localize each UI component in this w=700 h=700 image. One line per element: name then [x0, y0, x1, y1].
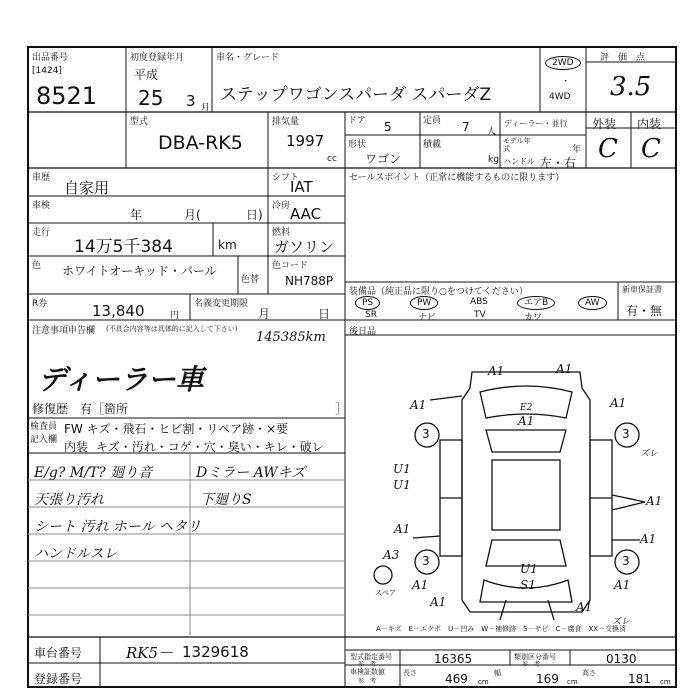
damage-mark-7: U1 — [393, 462, 411, 476]
fuel-label: 燃料 — [272, 228, 291, 238]
equip-tv: TV — [474, 310, 486, 320]
warranty-value: 有・無 — [626, 304, 663, 318]
width-label: 幅 — [494, 669, 501, 677]
expiry-month: 月 — [258, 307, 271, 321]
drive-2wd: 2WD — [545, 56, 581, 70]
lot-label: 出品番号 — [32, 53, 69, 63]
repair-close: ］ — [335, 402, 348, 416]
caution-sub: (不具合内容等は具体的に記入して下さい) — [106, 325, 238, 333]
door-label: ドア — [348, 116, 366, 126]
mileage-unit: km — [218, 238, 237, 252]
hand-line-2b: 下廻りS — [200, 492, 252, 508]
recycle-label: R券 — [32, 299, 48, 309]
damage-mark-13: A1 — [614, 578, 631, 592]
aircon-label: 冷房 — [272, 201, 291, 211]
inspector-row2: キズ・汚れ・コゲ・穴・臭い・キレ・破レ — [96, 440, 324, 454]
lot-number: 8521 — [36, 82, 98, 110]
hand-line-4: ハンドルスレ — [34, 546, 118, 562]
damage-mark-12: A1 — [412, 578, 429, 592]
drive-4wd: 4WD — [549, 92, 571, 102]
model-year-label: モデル年式 — [503, 137, 531, 153]
equip-sr: SR — [365, 310, 377, 320]
dealer-label: ディーラー・並行 — [504, 119, 568, 128]
equip-leather: カワ — [524, 313, 543, 323]
equip-pw: PW — [410, 296, 438, 310]
recolor-label: 色替 — [241, 275, 260, 285]
height-value: 181 — [628, 672, 651, 686]
int-label: 内装 — [637, 117, 662, 131]
door-value: 5 — [384, 120, 392, 134]
capacity-label: 定員 — [423, 116, 442, 126]
dealer-stamp: ディーラー車 — [38, 363, 204, 396]
expiry-day: 日 — [318, 307, 331, 321]
rear-seat-label: 後日品 — [349, 327, 377, 337]
fuel-value: ガソリン — [274, 238, 335, 256]
height-label: 高さ — [582, 669, 596, 677]
capacity-unit: 人 — [487, 127, 497, 137]
sales-point-label: セールスポイント（正常に機能するものに限ります） — [349, 173, 565, 183]
inspect-year: 年 — [130, 208, 143, 222]
drive-dot: ・ — [561, 77, 571, 87]
lot-sub: [1424] — [32, 66, 62, 76]
recycle-value: 13,840 — [92, 302, 145, 320]
spare-label: スペア — [375, 589, 396, 597]
damage-mark-9: A1 — [394, 522, 411, 536]
history-label: 車歴 — [32, 173, 51, 183]
dimension-label: 車検証数値 — [350, 668, 385, 676]
inspector-row1: FW キズ・飛石・ヒビ割・リペア跡・×要 — [64, 422, 289, 436]
repair-label: 修復歴 — [32, 402, 69, 416]
damage-mark-18: ズレ — [640, 449, 659, 459]
reg-number-label: 登録番号 — [34, 672, 83, 686]
damage-mark-2: A1 — [556, 362, 573, 376]
disp-value: 1997 — [286, 132, 325, 150]
shift-value: IAT — [290, 178, 313, 196]
equipment-label: 装備品（純正品に限り○をつけてください） — [349, 287, 528, 297]
chassis-number: 1329618 — [182, 643, 249, 661]
score: 3.5 — [610, 72, 652, 102]
tire-mark-fr: 3 — [622, 427, 630, 441]
damage-mark-19: A1 — [576, 600, 593, 614]
hand-line-1a: E/g? M/T? 廻り音 — [34, 465, 153, 481]
length-label: 長さ — [403, 669, 417, 677]
history-value: 自家用 — [64, 179, 110, 197]
inspect-label: 車検 — [32, 201, 51, 211]
month-unit: 月 — [201, 103, 211, 113]
aircon-value: AAC — [290, 205, 322, 223]
damage-mark-3: A1 — [410, 398, 427, 412]
inspector-row2-label: 内装 — [64, 440, 89, 454]
reg-year: 25 — [138, 86, 164, 110]
hand-line-3: シート 汚れ ホール ヘタリ — [34, 519, 202, 535]
damage-legend: A－キズ E－エクボ U－凹み W－補修跡 S－サビ C－腐食 XX－交換済 — [376, 625, 627, 633]
score-label: 評 価 点 — [600, 53, 646, 63]
era: 平成 — [134, 68, 159, 82]
equip-airbag: エアB — [517, 296, 555, 310]
damage-mark-4: A1 — [610, 396, 627, 410]
ext-label: 外装 — [592, 117, 617, 131]
chassis-label: 車台番号 — [34, 646, 83, 660]
mileage-label: 走行 — [32, 228, 51, 238]
tire-mark-rr: 3 — [622, 554, 630, 568]
warranty-label: 新車保証書 — [622, 285, 662, 294]
shape-label: 形状 — [348, 140, 367, 150]
hand-line-2a: 天張り汚れ — [34, 492, 104, 508]
equip-navi: ナビ — [418, 313, 437, 323]
repair-value: 有［箇所 — [80, 402, 129, 416]
type-value: DBA-RK5 — [158, 132, 243, 154]
color-label: 色 — [32, 261, 42, 271]
damage-mark-11: A3 — [383, 548, 400, 562]
model-label: 車名・グレード — [216, 53, 280, 63]
expiry-label: 名義変更期限 — [194, 299, 249, 309]
category-sub: 参 考 — [522, 661, 541, 668]
damage-mark-15: U1 — [520, 562, 538, 576]
equip-ps: PS — [355, 296, 380, 310]
inspector-label: 検査員記入欄 — [30, 422, 58, 445]
recycle-unit: 円 — [170, 311, 180, 321]
category-value: 0130 — [606, 652, 637, 666]
caution-label: 注意事項申告欄 — [32, 326, 96, 336]
damage-mark-1: A1 — [488, 364, 505, 378]
tire-mark-rl: 3 — [422, 554, 430, 568]
disp-unit: cc — [327, 154, 337, 164]
shift-label: シフト — [272, 173, 300, 183]
model-designation-label: 型式指定番号 — [350, 653, 392, 661]
length-value: 469 — [445, 672, 468, 686]
handle-value: 左・右 — [540, 156, 577, 170]
color-code-label: 色コード — [272, 261, 309, 271]
load-label: 積載 — [423, 140, 442, 150]
inspect-month: 月( — [184, 208, 201, 222]
width-value: 169 — [536, 672, 559, 686]
disp-label: 排気量 — [272, 117, 300, 127]
ext-grade: C — [598, 134, 618, 164]
reg-month: 3 — [186, 92, 196, 110]
equip-aw: AW — [578, 296, 607, 310]
category-label: 類別区分番号 — [514, 653, 556, 661]
int-grade: C — [641, 134, 661, 164]
damage-mark-6: A1 — [518, 414, 535, 428]
capacity-value: 7 — [462, 120, 470, 134]
length-unit: cm — [478, 678, 489, 686]
type-label: 型式 — [130, 117, 149, 127]
year-unit: 年 — [572, 145, 582, 155]
damage-mark-14: A1 — [430, 595, 447, 609]
color-code: NH788P — [285, 274, 334, 288]
first-reg-label: 初度登録年月 — [130, 53, 185, 63]
tire-mark-fl: 3 — [422, 427, 430, 441]
inspect-day: 日) — [246, 208, 263, 222]
model-designation-value: 16365 — [434, 652, 473, 666]
damage-mark-16: S1 — [520, 578, 536, 592]
dimension-sub: 参 考 — [358, 678, 377, 685]
color-value: ホワイトオーキッド・パール — [62, 264, 217, 278]
equip-abs: ABS — [470, 297, 488, 307]
damage-mark-17: A1 — [646, 494, 663, 508]
model-name: ステップワゴンスパーダ スパーダZ — [220, 85, 492, 105]
damage-mark-8: U1 — [393, 478, 411, 492]
mileage-value: 14万5千384 — [74, 237, 173, 257]
damage-mark-5: E2 — [520, 403, 533, 413]
chassis-hand: RK5－ — [126, 644, 174, 662]
width-unit: cm — [567, 678, 578, 686]
damage-mark-10: A1 — [640, 532, 657, 546]
handle-label: ハンドル — [503, 157, 535, 166]
damage-mark-20: ズレ — [612, 617, 631, 627]
hand-line-1b: Dミラー AWキズ — [196, 465, 306, 481]
mileage-note: 145385km — [256, 330, 326, 345]
model-designation-sub: 参 考 — [358, 661, 377, 668]
load-unit: kg — [488, 155, 499, 165]
height-unit: cm — [660, 678, 671, 686]
shape-value: ワゴン — [365, 152, 402, 166]
